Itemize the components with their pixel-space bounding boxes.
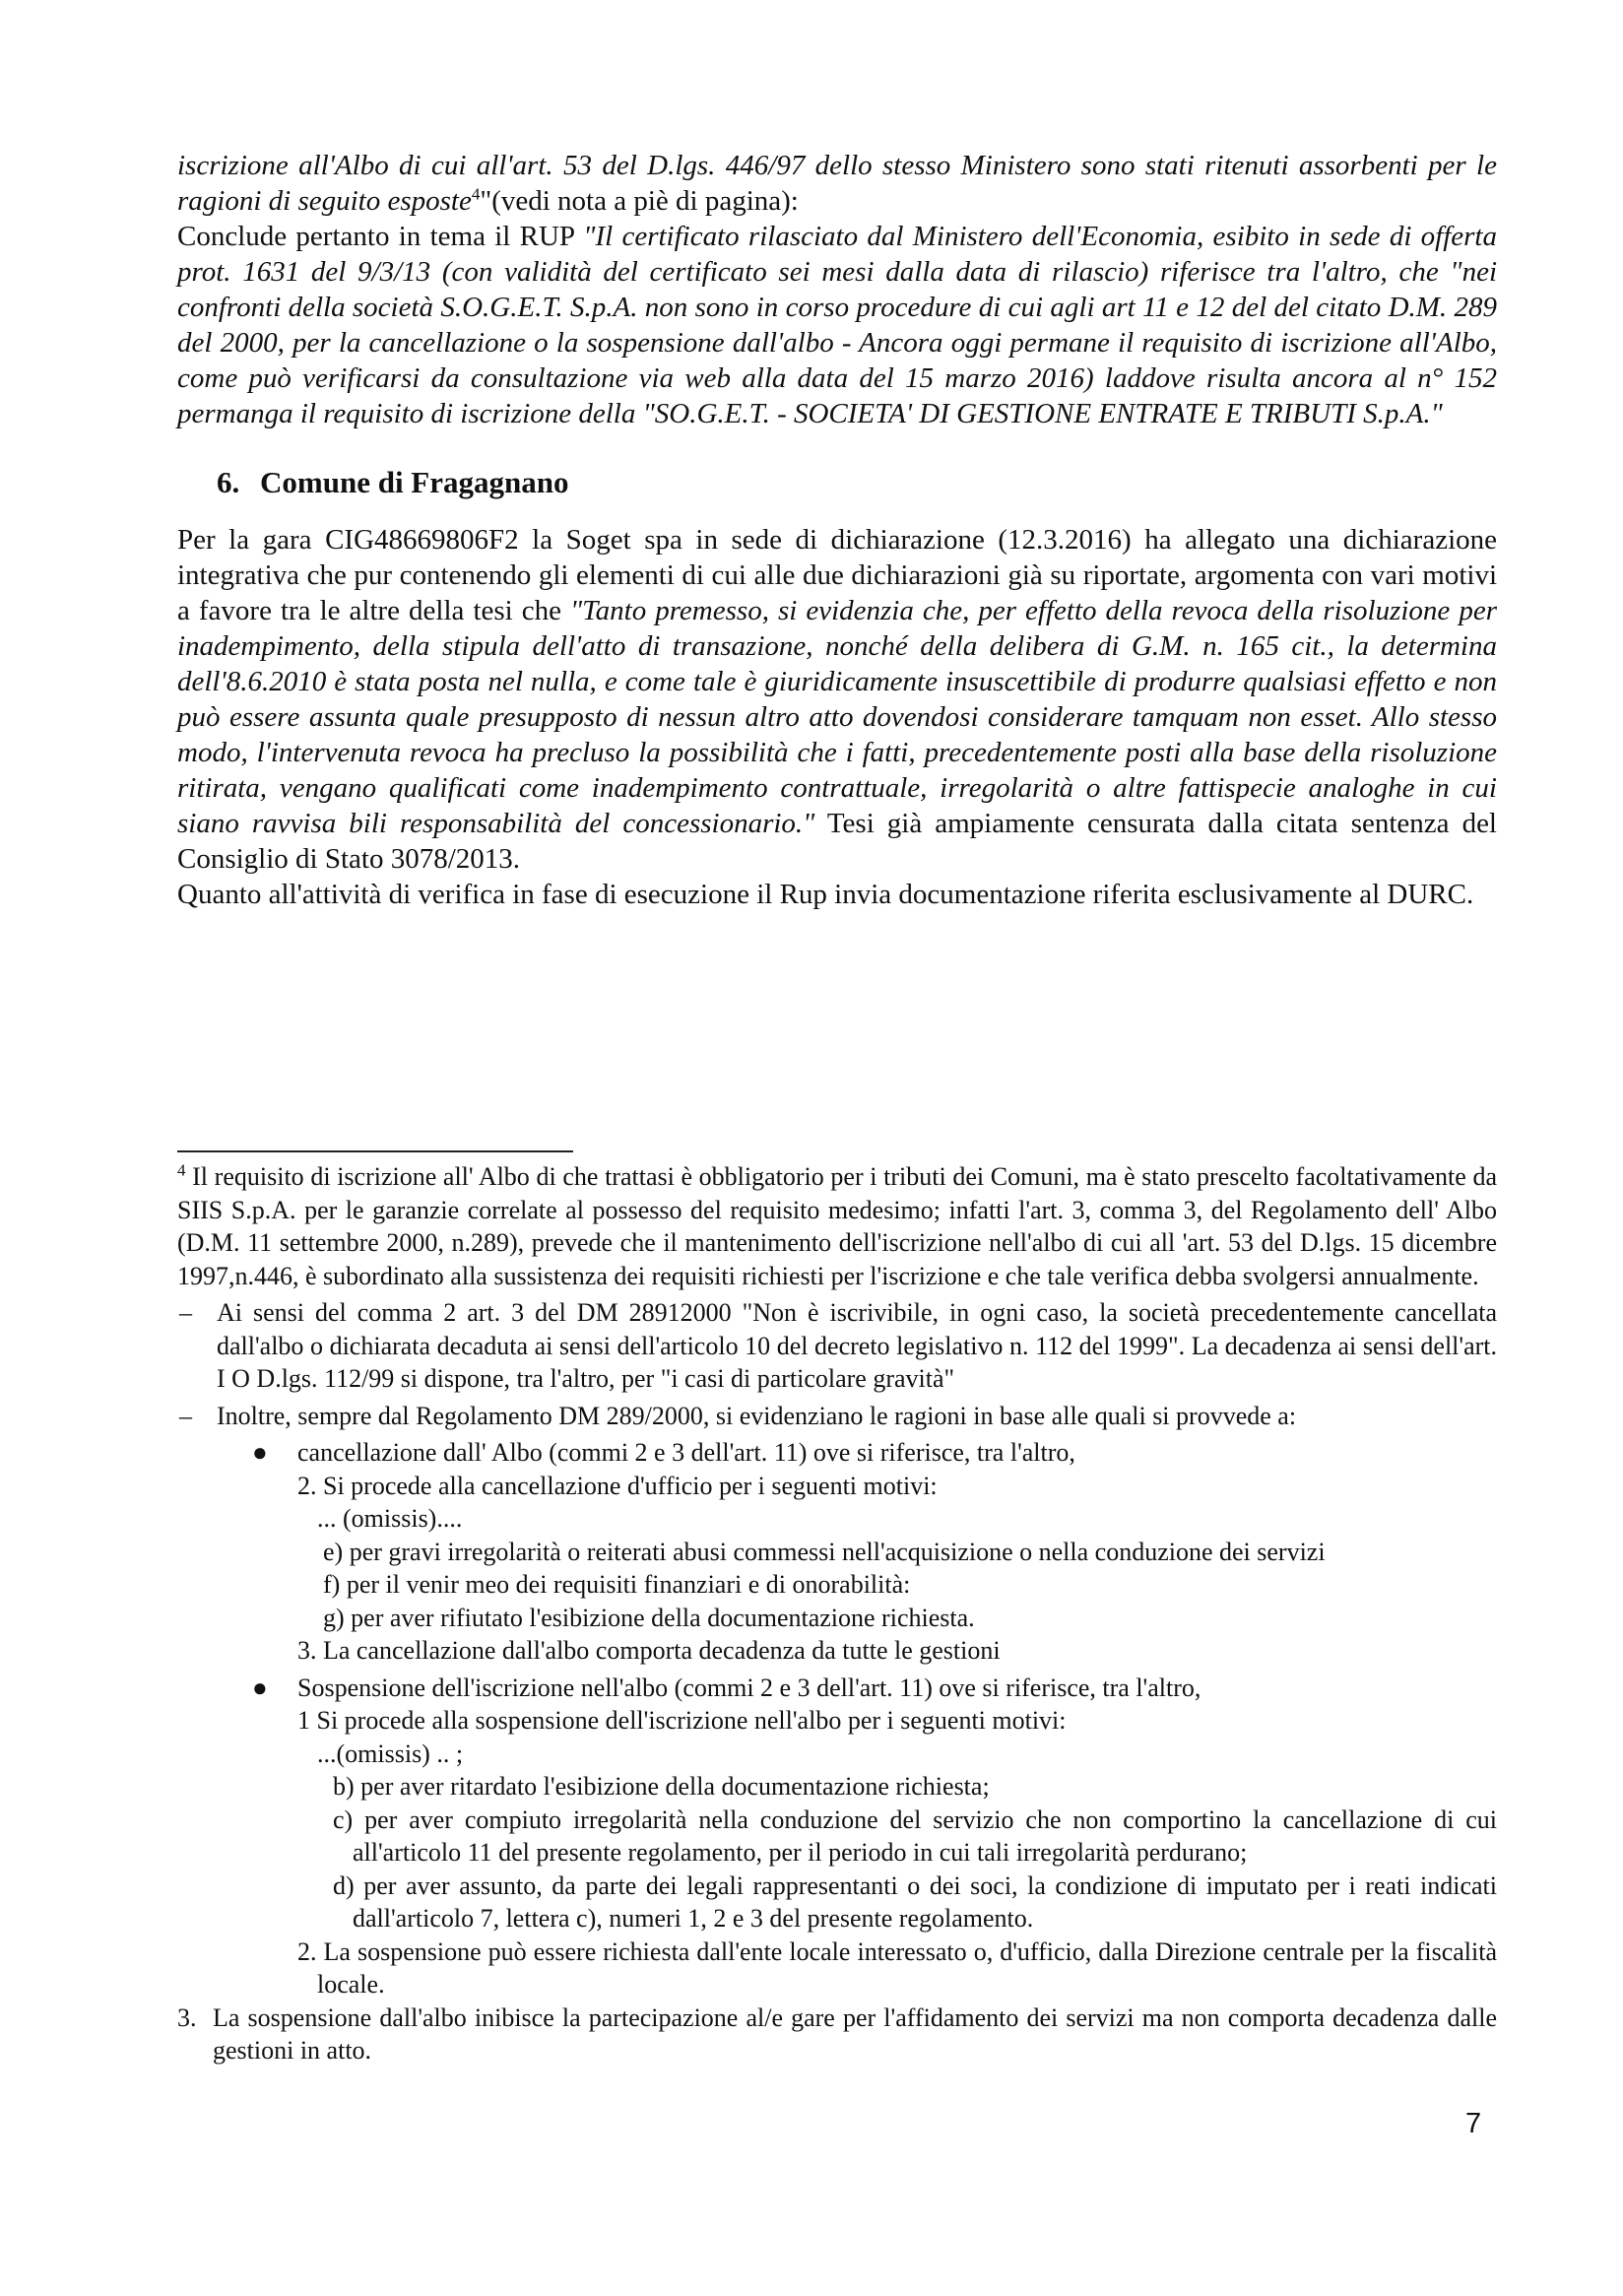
dash-mark: – [179, 1401, 192, 1430]
footnote-text [177, 1160, 1497, 1292]
bullet-text: Sospensione dell'iscrizione nell'albo (commi 2 e 3 dell'art. 11) ove si riferisce, tra l'altro, [297, 1673, 1201, 1702]
list-line: c) per aver compiuto irregolarità nella conduzione del servizio che non comportino la cancellazione di cui all'articolo 11 del presente regolamento, per il periodo in cui tali irregolarità perdurano; [333, 1804, 1497, 1867]
paragraph-tail: "(vedi nota a piè di pagina): [480, 185, 799, 217]
list-line: 3. La cancellazione dall'albo comporta decadenza da tutte le gestioni [297, 1636, 1001, 1665]
footnote-separator [177, 1150, 573, 1152]
list-block [177, 1935, 1497, 2001]
paragraph-lead: Per la gara CIG48669806F2 la Soget spa in sede di dichiarazione (12.3.2016) ha allegato una dichiarazione integrativa che pur contenendo gli elementi di cui alle due dichiarazioni già su riportate, argomenta con vari motivi a favore tra le altre della tesi che [177, 524, 1497, 626]
list-line: 2. Si procede alla cancellazione d'ufficio per i seguenti motivi: [297, 1471, 938, 1500]
numbered-item [177, 2001, 1497, 2067]
quote-italic: iscrizione all'Albo di cui all'art. 53 del D.lgs. 446/97 dello stesso Ministero sono stati ritenuti assorbenti per le ragioni di seguito esposte [177, 150, 1497, 217]
footnote-marker: 4 [177, 1160, 186, 1180]
paragraph-verifica: Quanto all'attività di verifica in fase di esecuzione il Rup invia documentazione riferita esclusivamente al DURC. [177, 879, 1474, 910]
bullet-mark: ● [252, 1673, 268, 1702]
quote-italic: "Il certificato rilasciato dal Ministero dell'Economia, esibito in sede di offerta prot. 1631 del 9/3/13 (con validità del certificato sei mesi dalla data di rilascio) riferisce tra l'altro, che "nei confronti della società S.O.G.E.T. S.p.A. non sono in corso procedure di cui agli art 11 e 12 del del citato D.M. 289 del 2000, per la cancellazione o la sospensione dall'albo - Ancora oggi permane il requisito di iscrizione all'Albo, come può verificarsi da consultazione via web alla data del 15 marzo 2016) laddove risulta ancora al n° 152 permanga il requisito di iscrizione della "SO.G.E.T. - SOCIETA' DI GESTIONE ENTRATE E TRIBUTI S.p.A." [177, 221, 1497, 429]
document-body [177, 148, 1497, 912]
bullet-mark: ● [252, 1438, 268, 1467]
list-line: f) per il venir meo dei requisiti finanziari e di onorabilità: [323, 1570, 911, 1599]
dash-item [177, 1400, 1497, 1433]
paragraph-tail: Tesi già ampiamente censurata dalla citata sentenza del Consiglio di Stato 3078/2013. [177, 808, 1497, 875]
section-number: 6. [217, 465, 240, 499]
list-line: 2. La sospensione può essere richiesta dall'ente locale interessato o, d'ufficio, dalla Direzione centrale per la fiscalità locale. [297, 1936, 1497, 1999]
list-line: g) per aver rifiutato l'esibizione della documentazione richiesta. [323, 1603, 975, 1632]
list-line: ... (omissis).... [317, 1504, 463, 1533]
list-line: e) per gravi irregolarità o reiterati abusi commessi nell'acquisizione o nella conduzione dei servizi [323, 1537, 1326, 1566]
list-line: ...(omissis) .. ; [317, 1738, 464, 1768]
bullet-text: cancellazione dall' Albo (commi 2 e 3 dell'art. 11) ove si riferisce, tra l'altro, [297, 1438, 1075, 1467]
bullet-item [177, 1436, 1497, 1470]
list-line: b) per aver ritardato l'esibizione della documentazione richiesta; [333, 1772, 990, 1801]
dash-text: Ai sensi del comma 2 art. 3 del DM 28912000 "Non è iscrivibile, in ogni caso, la società precedentemente cancellata dall'albo o dichiarata decaduta ai sensi dell'articolo 10 del decreto legislativo n. 112 del 1999". La decadenza ai sensi dell'art. I O D.lgs. 112/99 si dispone, tra l'altro, per "i casi di particolare gravità" [217, 1298, 1497, 1393]
dash-item [177, 1296, 1497, 1396]
list-block [177, 1770, 1497, 1935]
section-heading [217, 465, 1497, 500]
list-line: 1 Si procede alla sospensione dell'iscrizione nell'albo per i seguenti motivi: [297, 1706, 1067, 1735]
dash-mark: – [179, 1298, 192, 1327]
bullet-item [177, 1672, 1497, 1705]
paragraph-fragagnano [177, 522, 1497, 877]
footnote [177, 1160, 1497, 2067]
paragraph-rup [177, 219, 1497, 431]
item-number: 3. [177, 2002, 197, 2032]
list-line: d) per aver assunto, da parte dei legali rappresentanti o dei soci, la condizione di imputato per i reati indicati dall'articolo 7, lettera c), numeri 1, 2 e 3 del presente regolamento. [333, 1870, 1497, 1933]
item-text: La sospensione dall'albo inibisce la partecipazione al/e gare per l'affidamento dei servizi ma non comporta decadenza dalle gestioni in atto. [213, 2002, 1497, 2065]
quote-italic: "Tanto premesso, si evidenzia che, per effetto della revoca della risoluzione per inadempimento, della stipula dell'atto di transazione, nonché della delibera di G.M. n. 165 cit., la determina dell'8.6.2010 è stata posta nel nulla, e come tale è giuridicamente insuscettibile di produrre qualsiasi effetto e non può essere assunta quale presupposto di nessun altro atto dovendosi considerare tamquam non esset. Allo stesso modo, l'intervenuta revoca ha precluso la possibilità che i fatti, precedentemente posti alla base della risoluzione ritirata, vengano qualificati come inadempimento contrattuale, irregolarità o altre fattispecie analoghe in cui siano ravvisa bili responsabilità del concessionario." [177, 595, 1497, 839]
dash-text: Inoltre, sempre dal Regolamento DM 289/2000, si evidenziano le ragioni in base alle quali si provvede a: [217, 1401, 1297, 1430]
footnote-ref: 4 [471, 184, 481, 204]
paragraph-lead: Conclude pertanto in tema il RUP [177, 221, 584, 252]
footnote-intro: Il requisito di iscrizione all' Albo di che trattasi è obbligatorio per i tributi dei Comuni, ma è stato prescelto facoltativamente da SIIS S.p.A. per le garanzie correlate al possesso del requisito medesimo; infatti l'art. 3, comma 3, del Regolamento dell' Albo (D.M. 11 settembre 2000, n.289), prevede che il mantenimento dell'iscrizione nell'albo di cui all 'art. 53 del D.lgs. 15 dicembre 1997,n.446, è subordinato alla sussistenza dei requisiti richiesti per l'iscrizione e che tale verifica debba svolgersi annualmente. [177, 1162, 1497, 1290]
paragraph-continuation [177, 148, 1497, 219]
page-number: 7 [1465, 2108, 1482, 2139]
section-title: Comune di Fragagnano [260, 465, 569, 499]
